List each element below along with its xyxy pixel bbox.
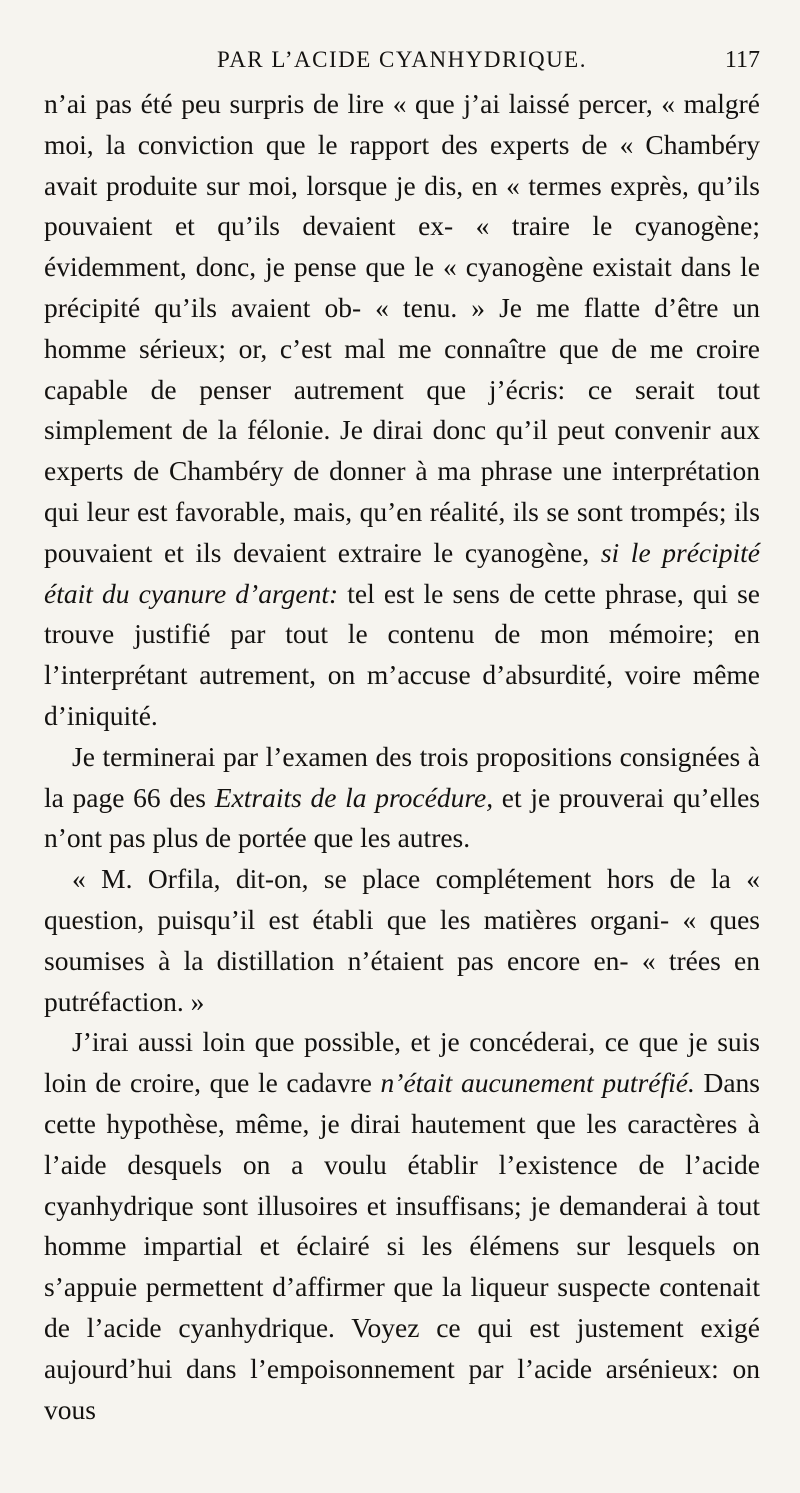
page-number: 117 — [724, 47, 760, 73]
paragraph-1-text-b: tel est le sens de cette phrase, qui se trouve justifié par tout le contenu de mon mémoire; en l’interprétant autrement, on m’accuse d’absurdité, voire même d’iniquité. — [44, 577, 760, 731]
paragraph-2-text-a: Je terminerai par l’examen des trois propositions consignées à la page 66 des — [44, 740, 760, 813]
running-title: PAR L’ACIDE CYANHYDRIQUE. — [217, 47, 587, 72]
paragraph-1-text-a: n’ai pas été peu surpris de lire « que j’ai laissé percer, « malgré moi, la conviction que le rapport des experts de « Chambéry avait produite sur moi, lorsque je dis, en « termes exprès, qu’ils pouvaient et qu’ils devaient ex- « traire le cyanogène; évidemment, donc, je pense que le « cyanogène existait dans le précipité qu’ils avaient ob- « tenu. » Je me flatte d’être un homme sérieux; or, c’est mal me connaître que de me croire capable de penser autrement que j’écris: ce serait tout simplement de la félonie. Je dirai donc qu’il peut convenir aux experts de Chambéry de donner à ma phrase une interprétation qui leur est favorable, mais, qu’en réalité, ils se sont trompés; ils pouvaient et ils devaient extraire le cyanogène, — [44, 88, 760, 568]
paragraph-4-text-b: Dans cette hypothèse, même, je dirai hautement que les caractères à l’aide desquels on a voulu établir l’existence de l’acide cyanhydrique sont illusoires et insuffisans; je demanderai à tout homme impartial et éclairé si les élémens sur lesquels on s’appuie permettent d’affirmer que la liqueur suspecte contenait de l’acide cyanhydrique. Voyez ce qui est justement exigé aujourd’hui dans l’empoisonnement par l’acide arsénieux: on vous — [44, 1067, 761, 1425]
paragraph-4-italic: n’était aucunement putréfié. — [380, 1067, 695, 1099]
body-text — [44, 84, 760, 1430]
paragraph-3-quotation: « M. Orfila, dit-on, se place complétement hors de la « question, puisqu’il est établi que les matières organi- « ques soumises à la distillation n’étaient pas encore en- « trées en putréfaction. » — [44, 863, 760, 1017]
paragraph-1 — [44, 84, 760, 737]
paragraph-2 — [44, 737, 760, 859]
paragraph-4 — [44, 1022, 760, 1430]
paragraph-2-italic: Extraits de la procédure, — [214, 781, 494, 813]
running-header — [44, 36, 760, 84]
paragraph-4-text-a: J’irai aussi loin que possible, et je concéderai, ce que je suis loin de croire, que le cadavre — [44, 1026, 760, 1099]
paragraph-2-text-b: et je prouverai qu’elles n’ont pas plus de portée que les autres. — [44, 781, 760, 854]
paragraph-1-italic: si le précipité était du cyanure d’argent: — [44, 536, 760, 609]
